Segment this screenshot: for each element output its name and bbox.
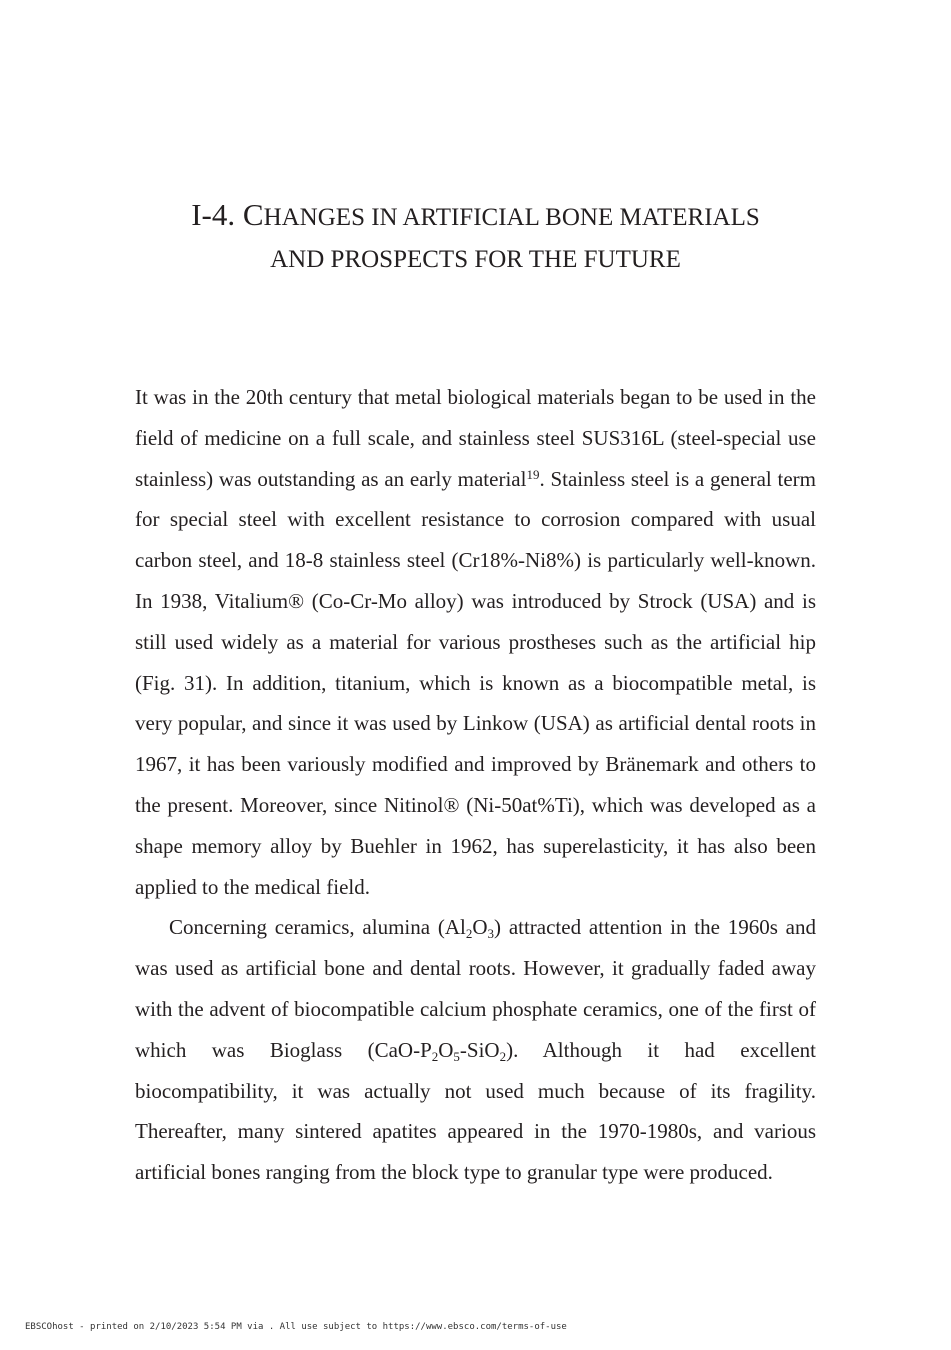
- paragraph-2-text-c: ) attracted attention in the 1960s and was used as artificial bone and dental roots. However, it gradually faded away with the advent of biocompatible calcium phosphate ceramics, one of the first of which was Bioglass (CaO-P: [135, 915, 816, 1062]
- chapter-title-initial: C: [242, 197, 264, 232]
- body-text: [135, 377, 816, 1193]
- paragraph-1-text-a: It was in the 20th century that metal biological materials began to be used in the field of medicine on a full scale, and stainless steel SUS316L (steel-special use stainless) was outstanding as an early material: [135, 385, 816, 491]
- chapter-title-line-2: AND PROSPECTS FOR THE FUTURE: [270, 246, 681, 273]
- paragraph-2-text-f: ). Although it had excellent biocompatibility, it was actually not used much because of its fragility. Thereafter, many sintered apatites appeared in the 1970-1980s, and various artificial bones ranging from the block type to granular type were produced.: [135, 1037, 816, 1185]
- paragraph-2-text-a: Concerning ceramics, alumina (Al: [169, 915, 466, 940]
- subscript: 2: [499, 1048, 507, 1064]
- subscript: 5: [453, 1048, 460, 1064]
- paragraph-1-text-b: . Stainless steel is a general term for special steel with excellent resistance to corrosion compared with usual carbon steel, and 18-8 stainless steel (Cr18%-Ni8%) is particularly well-known. In 1938, Vitalium® (Co-Cr-Mo alloy) was introduced by Strock (USA) and is still used widely as a material for various prostheses such as the artificial hip (Fig. 31). In addition, titanium, which is known as a biocompatible metal, is very popular, and since it was used by Linkow (USA) as artificial dental roots in 1967, it has been variously modified and improved by Bränemark and others to the present. Moreover, since Nitinol® (Ni-50at%Ti), which was developed as a shape memory alloy by Buehler in 1962, has superelasticity, it has also been applied to the medical field.: [135, 466, 816, 899]
- chapter-title: [0, 194, 951, 281]
- chapter-title-line-1-rest: HANGES IN ARTIFICIAL BONE MATERIALS: [263, 204, 760, 231]
- subscript: 2: [431, 1048, 439, 1064]
- paragraph-2-text-b: O: [472, 915, 488, 940]
- subscript: 3: [487, 926, 495, 942]
- paragraph-1: [135, 377, 816, 907]
- chapter-title-line-1: [0, 194, 951, 239]
- paragraph-2: [135, 907, 816, 1193]
- subscript: 2: [465, 926, 473, 942]
- paragraph-2-text-d: O: [438, 1037, 454, 1062]
- paragraph-2-text-e: -SiO: [459, 1037, 500, 1062]
- chapter-number: I-4.: [191, 197, 236, 232]
- print-footer: EBSCOhost - printed on 2/10/2023 5:54 PM via . All use subject to https://www.ebsco.com/terms-of-use: [25, 1322, 567, 1332]
- reference-19: 19: [526, 466, 540, 482]
